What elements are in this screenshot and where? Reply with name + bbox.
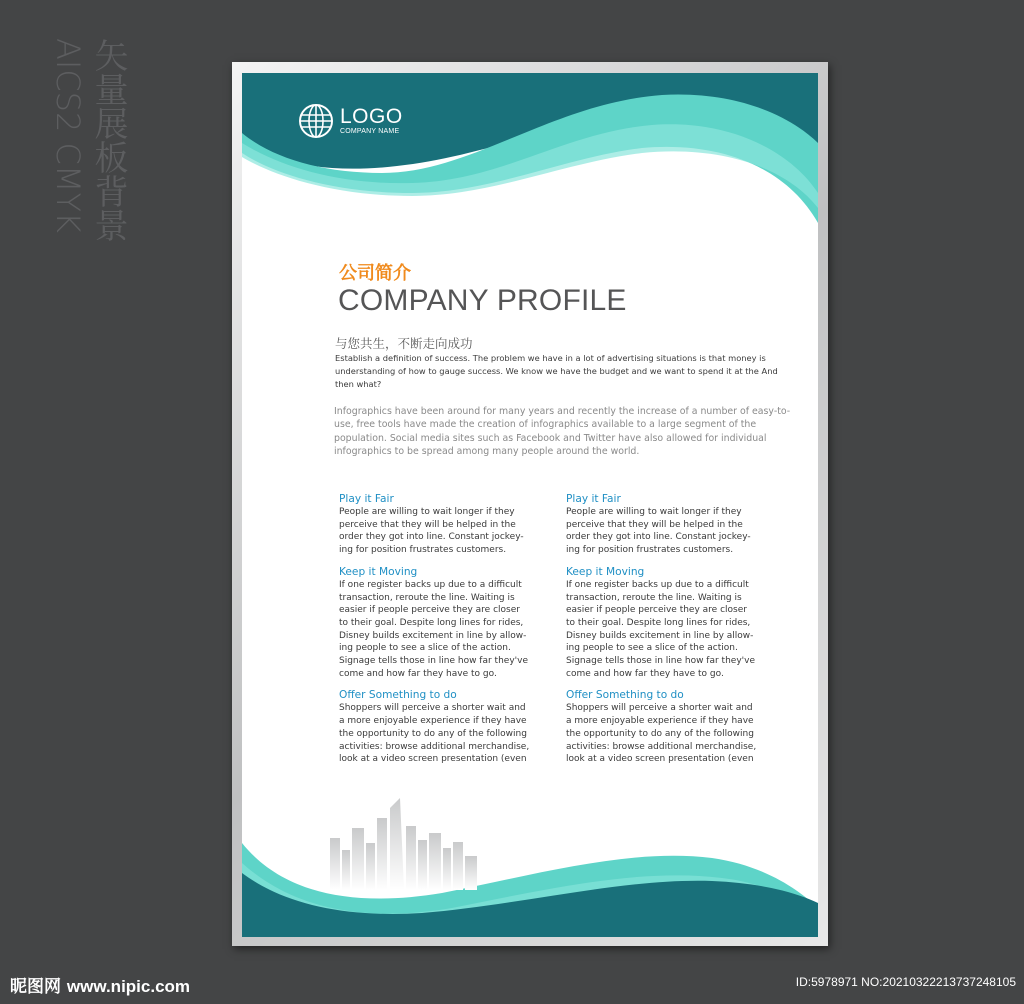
watermark-id: ID:5978971 NO:20210322213737248105 bbox=[795, 975, 1016, 989]
content-column-left bbox=[339, 492, 549, 774]
section bbox=[339, 688, 549, 766]
section-heading: Keep it Moving bbox=[566, 565, 645, 578]
section-body: If one register backs up due to a difficult transaction, reroute the line. Waiting is easier if people perceive they are closer to their goal. Despite long lines for rides, Disney builds excitement in line by allow- ing people to see a slice of the action. Signage tells those in line how far they've come and how far they have to go. bbox=[339, 579, 528, 679]
section-body: If one register backs up due to a difficult transaction, reroute the line. Waiting is easier if people perceive they are closer to their goal. Despite long lines for rides, Disney builds excitement in line by allow- ing people to see a slice of the action. Signage tells those in line how far they've come and how far they have to go. bbox=[566, 579, 755, 679]
intro-paragraph-2: Infographics have been around for many years and recently the increase of a number of easy-to-use, free tools have made the creation of infographics available to a large segment of the population. Social media sites such as Facebook and Twitter have also allowed for individual infographics to be spread among many people around the world. bbox=[334, 406, 791, 457]
section-heading: Play it Fair bbox=[566, 493, 621, 505]
city-skyline-illustration bbox=[320, 798, 490, 890]
section bbox=[339, 492, 549, 557]
section-heading: Offer Something to do bbox=[339, 689, 457, 702]
company-logo bbox=[298, 103, 403, 139]
section bbox=[566, 492, 776, 557]
watermark-url: www.nipic.com bbox=[66, 977, 191, 996]
page-title-cn: 公司简介 bbox=[339, 263, 411, 284]
side-label-cn: 矢量展板背景 bbox=[88, 38, 128, 242]
side-label bbox=[48, 38, 128, 242]
page-title: COMPANY PROFILE bbox=[338, 284, 627, 317]
section-heading: Offer Something to do bbox=[566, 689, 684, 702]
section-body: Shoppers will perceive a shorter wait and a more enjoyable experience if they have the opportunity to do any of the following activities: browse additional merchandise, look at a video screen presentation (even bbox=[566, 703, 757, 765]
content-column-right bbox=[566, 492, 776, 774]
section bbox=[339, 565, 549, 681]
watermark-site bbox=[10, 972, 190, 997]
section-body: Shoppers will perceive a shorter wait and a more enjoyable experience if they have the opportunity to do any of the following activities: browse additional merchandise, look at a video screen presentation (even bbox=[339, 703, 530, 765]
watermark-site-cn: 昵图网 bbox=[10, 977, 61, 997]
section bbox=[566, 565, 776, 681]
section bbox=[566, 688, 776, 766]
side-label-en: AICS2 CMYK bbox=[49, 38, 87, 233]
poster-board bbox=[242, 73, 818, 937]
logo-title: LOGO bbox=[340, 104, 403, 128]
globe-icon bbox=[298, 103, 334, 139]
section-body: People are willing to wait longer if they perceive that they will be helped in the order they got into line. Constant jockey- ing for position frustrates customers. bbox=[566, 507, 751, 556]
section-heading: Keep it Moving bbox=[339, 565, 418, 578]
slogan: 与您共生，不断走向成功 bbox=[335, 336, 473, 351]
section-heading: Play it Fair bbox=[339, 493, 394, 505]
section-body: People are willing to wait longer if they perceive that they will be helped in the order they got into line. Constant jockey- ing for position frustrates customers. bbox=[339, 507, 524, 556]
logo-subtitle: COMPANY NAME bbox=[340, 127, 400, 135]
intro-paragraph-1: Establish a definition of success. The problem we have in a lot of advertising situations is that money is understanding of how to gauge success. We know we have the budget and we want to spend it at the And then what? bbox=[335, 353, 778, 389]
